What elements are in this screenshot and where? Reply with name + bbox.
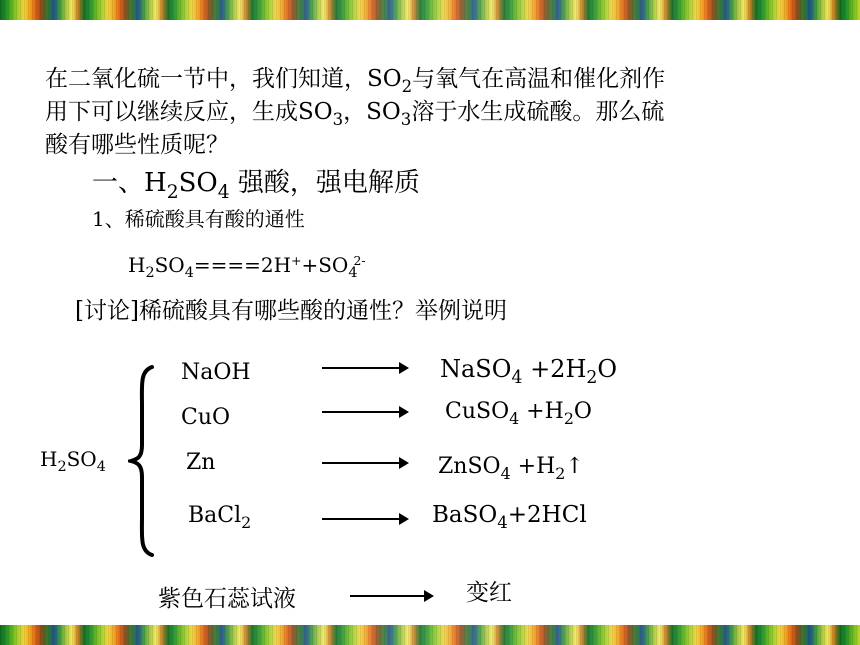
reactant-bacl2 <box>188 503 252 532</box>
indicator-litmus: 紫色石蕊试液 <box>158 586 296 612</box>
subscript: 2 <box>563 408 574 428</box>
subscript: 2 <box>145 265 155 282</box>
reaction-arrow <box>322 518 407 520</box>
subscript: 4 <box>509 408 520 428</box>
reaction-arrow <box>322 462 407 464</box>
section-heading <box>92 162 420 203</box>
subscript: 3 <box>400 109 412 129</box>
subscript: 4 <box>511 368 523 389</box>
eq-text: SO <box>154 253 185 277</box>
subscript: 4 <box>217 181 230 203</box>
heading-text: 一、H <box>92 168 167 198</box>
product-row-4 <box>432 502 587 532</box>
main-reactant <box>40 447 106 476</box>
intro-text: 溶于水生成硫酸。那么硫 <box>411 99 665 125</box>
product-row-3 <box>438 454 584 483</box>
intro-line-2 <box>45 96 664 130</box>
reactant-naoh: NaOH <box>181 360 251 385</box>
formula-text: +H <box>510 454 556 479</box>
bottom-decorative-band <box>0 625 860 645</box>
subscript: 2 <box>555 463 566 483</box>
eq-text: +SO <box>301 253 349 277</box>
subscript: 2 <box>241 512 252 532</box>
subscript: 4 <box>500 463 511 483</box>
subscript: 4 <box>96 459 106 476</box>
formula-text: CuSO <box>445 399 510 424</box>
intro-text: 用下可以继续反应，生成SO <box>45 99 333 125</box>
subscript: 2 <box>166 181 179 203</box>
eq-text: H <box>128 253 146 277</box>
intro-line-3: 酸有哪些性质呢？ <box>45 132 229 158</box>
subscript: 4 <box>184 265 194 282</box>
superscript: 2- <box>353 253 366 269</box>
heading-text: 强酸，强电解质 <box>229 168 420 198</box>
product-row-2 <box>445 399 592 428</box>
subscript: 2 <box>57 459 67 476</box>
formula-text: +2H <box>522 355 587 383</box>
subscript: 3 <box>332 109 344 129</box>
formula-text: +2HCl <box>507 502 587 528</box>
superscript: + <box>291 253 302 269</box>
formula-text: BaCl <box>188 503 242 528</box>
formula-text: H <box>40 447 58 471</box>
top-decorative-band <box>0 0 860 20</box>
subsection-heading: 1、稀硫酸具有酸的通性 <box>92 207 305 231</box>
subscript: 2 <box>586 368 598 389</box>
reactant-zn: Zn <box>186 450 216 475</box>
intro-text: 在二氧化硫一节中，我们知道，SO <box>45 66 402 92</box>
intro-line-1 <box>45 63 665 97</box>
reaction-arrow <box>350 595 432 597</box>
formula-text: SO <box>66 447 97 471</box>
intro-text: 与氧气在高温和催化剂作 <box>412 66 666 92</box>
curly-brace <box>128 365 156 557</box>
subscript: 4 <box>348 265 358 282</box>
formula-text: ZnSO <box>438 454 501 479</box>
ionization-equation <box>128 253 366 282</box>
formula-text: O <box>573 399 592 424</box>
formula-text: ↑ <box>565 454 584 479</box>
reaction-arrow <box>322 411 407 413</box>
heading-text: SO <box>178 168 218 198</box>
indicator-result: 变红 <box>466 580 512 606</box>
subscript: 2 <box>401 76 413 96</box>
formula-text: +H <box>519 399 564 424</box>
subscript: 4 <box>497 512 508 532</box>
formula-text: O <box>597 355 618 383</box>
discussion-prompt: [讨论]稀硫酸具有哪些酸的通性？举例说明 <box>75 298 507 324</box>
formula-text: BaSO <box>432 502 498 528</box>
formula-text: NaSO <box>440 355 512 383</box>
product-row-1 <box>440 355 618 389</box>
reaction-arrow <box>322 367 407 369</box>
intro-text: ，SO <box>343 99 401 125</box>
eq-text: ====2H <box>193 253 292 277</box>
reactant-cuo: CuO <box>181 405 231 430</box>
